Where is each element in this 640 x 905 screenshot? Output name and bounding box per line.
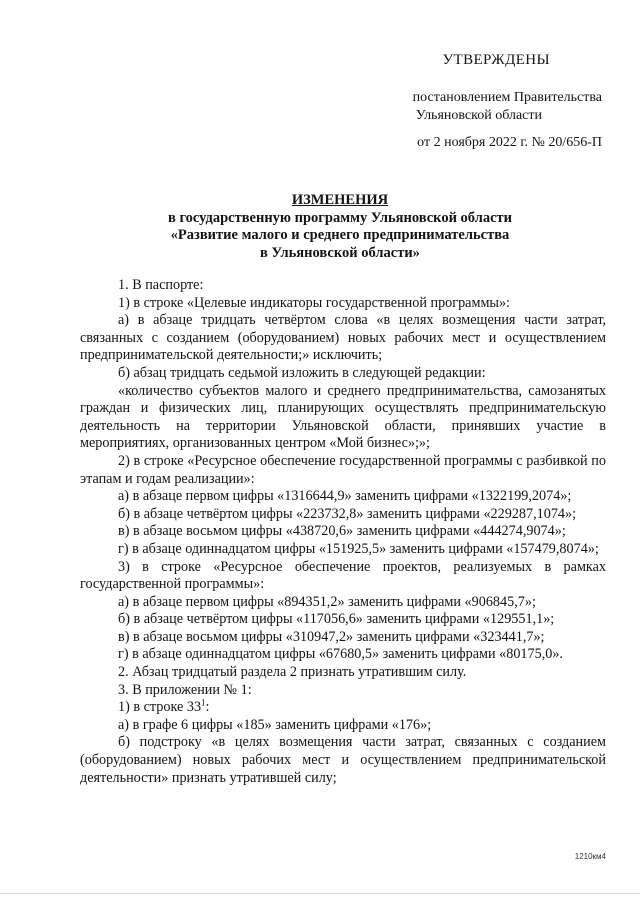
paragraph: г) в абзаце одиннадцатом цифры «67680,5» заменить цифрами «80175,0». <box>118 646 563 663</box>
paragraph: 2) в строке «Ресурсное обеспечение государственной программы с разбивкой по этапам и годам реализации»: <box>80 452 606 487</box>
paragraph: 1) в строке «Целевые индикаторы государственной программы»: <box>118 294 510 311</box>
row-ref-superscript: 1 <box>201 697 206 708</box>
paragraph: б) в абзаце четвёртом цифры «117056,6» заменить цифрами «129551,1»; <box>118 611 555 628</box>
approval-line-region: Ульяновской области <box>415 108 542 123</box>
document-body <box>80 277 606 787</box>
paragraph: 2. Абзац тридцатый раздела 2 признать утратившим силу. <box>118 664 467 681</box>
row-ref-colon: : <box>205 699 210 716</box>
approval-line-decree: постановлением Правительства <box>412 90 602 105</box>
approval-line-date: от 2 ноября 2022 г. № 20/656-П <box>417 135 602 150</box>
paragraph: «количество субъектов малого и среднего предпринимательства, самозанятых граждан и физических лиц, планирующих осуществлять предпринимательскую деятельность на территории Ульяновской области, принявших участие в мероприятиях, организованных центром «Мой бизнес»;»; <box>80 382 606 452</box>
title-line-2: в государственную программу Ульяновской области <box>167 209 512 226</box>
paragraph-row-ref <box>80 699 606 717</box>
paragraph: б) в абзаце четвёртом цифры «223732,8» заменить цифрами «229287,1074»; <box>118 505 577 522</box>
paragraph: 1. В паспорте: <box>118 277 204 293</box>
paragraph: г) в абзаце одиннадцатом цифры «151925,5» заменить цифрами «157479,8074»; <box>118 540 599 557</box>
title-line-4: в Ульяновской области» <box>260 244 420 261</box>
paragraph: 3. В приложении № 1: <box>118 681 252 698</box>
document-title <box>80 192 600 262</box>
title-main: ИЗМЕНЕНИЯ <box>291 192 389 208</box>
paragraph: а) в абзаце тридцать четвёртом слова «в целях возмещения части затрат, связанных с созданием (оборудованием) новых рабочих мест и осуществлением предпринимательской деятельности;» исключить; <box>80 312 606 364</box>
row-ref-text: 1) в строке 33 <box>118 699 202 716</box>
paragraph: а) в абзаце первом цифры «894351,2» заменить цифрами «906845,7»; <box>118 593 536 610</box>
paragraph: а) в графе 6 цифры «185» заменить цифрами «176»; <box>118 716 432 733</box>
footer-code: 1210км4 <box>574 852 606 861</box>
paragraph: б) подстроку «в целях возмещения части затрат, связанных с созданием (оборудованием) новых рабочих мест и осуществлением предпринимательской деятельности» признать утратившей силу; <box>80 734 606 786</box>
paragraph: а) в абзаце первом цифры «1316644,9» заменить цифрами «1322199,2074»; <box>118 488 572 505</box>
paragraph: б) абзац тридцать седьмой изложить в следующей редакции: <box>118 364 486 381</box>
title-line-3: «Развитие малого и среднего предпринимательства <box>170 227 510 243</box>
paragraph: в) в абзаце восьмом цифры «438720,6» заменить цифрами «444274,9074»; <box>118 523 566 540</box>
approval-heading: УТВЕРЖДЕНЫ <box>442 52 550 68</box>
scan-edge-line <box>0 893 640 894</box>
paragraph: 3) в строке «Ресурсное обеспечение проектов, реализуемых в рамках государственной программы»: <box>80 558 606 593</box>
paragraph: в) в абзаце восьмом цифры «310947,2» заменить цифрами «323441,7»; <box>118 628 545 645</box>
